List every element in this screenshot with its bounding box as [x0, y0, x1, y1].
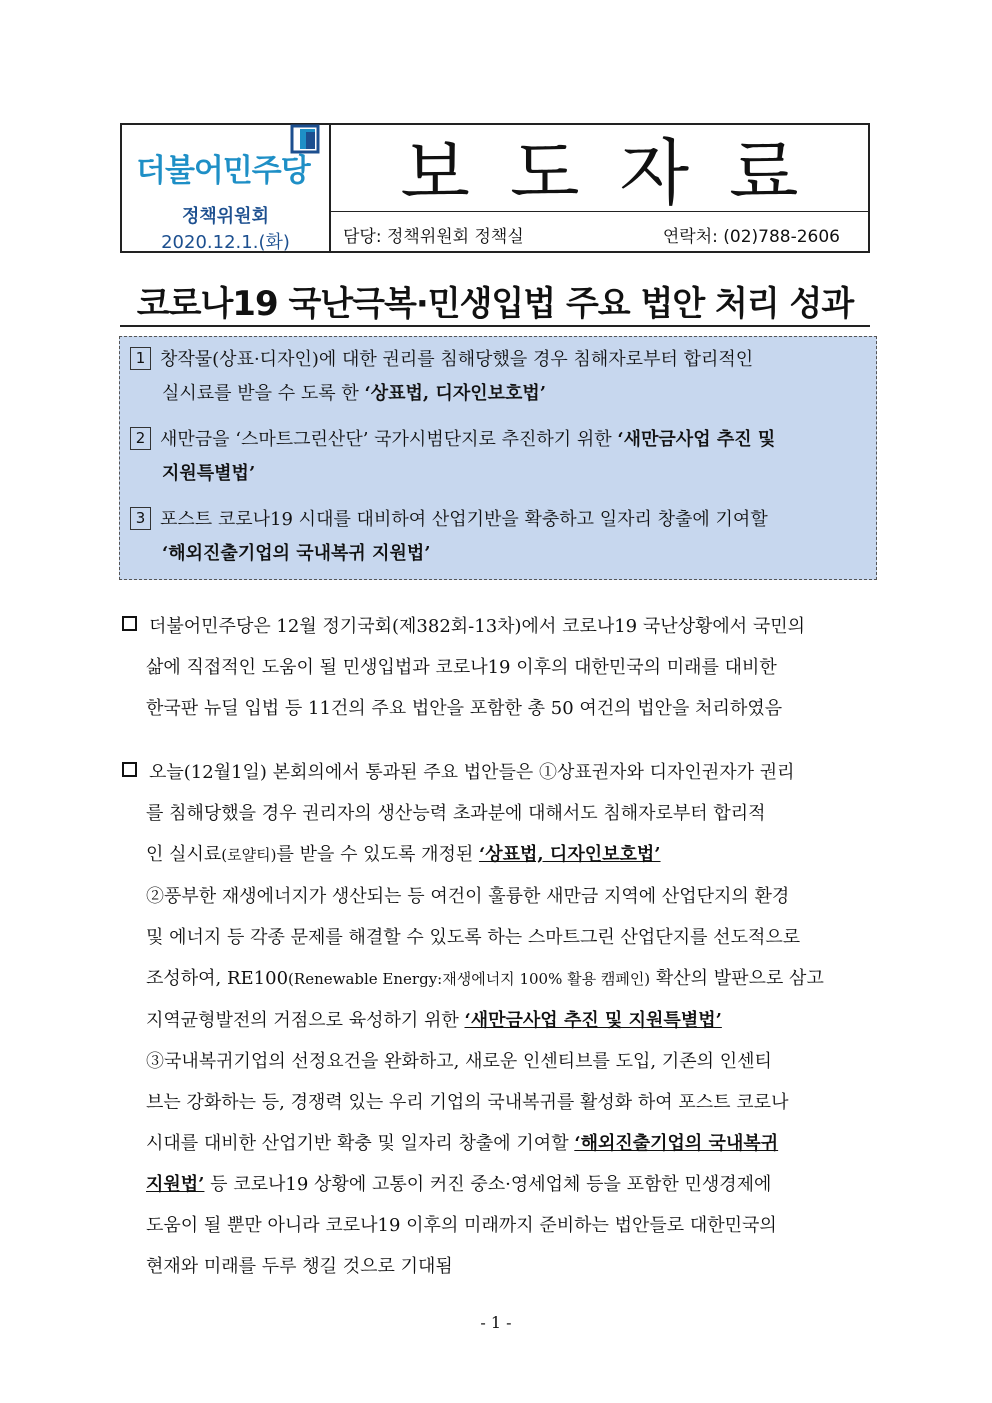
number-box: 3: [130, 507, 151, 530]
checkbox-bullet-icon: [122, 762, 137, 777]
party-name: 더불어민주당: [136, 153, 310, 189]
main-title: 코로나19 국난극복·민생입법 주요 법안 처리 성과: [136, 284, 854, 324]
press-release-title: 보도자료: [400, 131, 839, 215]
summary-item-2: 2 새만금을 ‘스마트그린산단’ 국가시범단지로 추진하기 위한 ‘새만금사업 추진 및 지원특별법’: [130, 423, 870, 491]
paragraph-2: 오늘(12월1일) 본회의에서 통과된 주요 법안들은 ①상표권자와 디자인권자가 권리 를 침해당했을 경우 권리자의 생산능력 초과분에 대해서도 침해자로부터 합리적 인 실시료(로얄티)를 받을 수 있도록 개정된 ‘상표법, 디자인보호법’ ②풍부한 재생에너지가 생산되는 등 여건이 훌륭한 새만금 지역에 산업단지의 환경 및 에너지 등 각종 문제를 해결할 수 있도록 하는 스마트그린 산업단지를 선도적으로 조성하여, RE100(Renewable Energy:재생에너지 100% 활용 캠페인) 확산의 발판으로 삼고 지역균형발전의 거점으로 육성하기 위한 ‘새만금사업 추진 및 지원특별법’ ③국내복귀기업의 선정요건을 완화하고, 새로운 인센티브를 도입, 기존의 인센티 브는 강화하는 등, 경쟁력 있는 우리 기업의 국내복귀를 활성화 하여 포스트 코로나 시대를 대비한 산업기반 확충 및 일자리 창출에 기여할 ‘해외진출기업의 국내복귀 지원법’ 등 코로나19 상황에 고통이 커진 중소·영세업체 등을 포함한 민생경제에 도움이 될 뿐만 아니라 코로나19 이후의 미래까지 준비하는 법안들로 대한민국의 현재와 미래를 두루 챙길 것으로 기대됨: [122, 752, 878, 1287]
page-number: - 1 -: [480, 1313, 512, 1332]
press-header: [120, 123, 870, 253]
summary-item-1: 1 창작물(상표·디자인)에 대한 권리를 침해당했을 경우 침해자로부터 합리적인 실시료를 받을 수 도록 한 ‘상표법, 디자인보호법’: [130, 343, 870, 411]
release-date: 2020.12.1.(화): [161, 232, 290, 253]
checkbox-bullet-icon: [122, 616, 137, 631]
committee-name: 정책위원회: [182, 206, 269, 227]
summary-item-3: 3 포스트 코로나19 시대를 대비하여 산업기반을 확충하고 일자리 창출에 기여할 ‘해외진출기업의 국내복귀 지원법’: [130, 503, 870, 571]
paragraph-1: 더불어민주당은 12월 정기국회(제382회-13차)에서 코로나19 국난상황에서 국민의 삶에 직접적인 도움이 될 민생입법과 코로나19 이후의 대한민국의 미래를 대비한 한국판 뉴딜 입법 등 11건의 주요 법안을 포함한 총 50 여건의 법안을 처리하였음: [122, 606, 878, 729]
title-underline: [120, 325, 870, 327]
number-box: 2: [130, 427, 151, 450]
party-logo-icon: [290, 124, 322, 154]
contact-row: [331, 211, 868, 252]
title-block: [331, 125, 868, 251]
summary-box: [119, 336, 877, 580]
contact-phone: 연락처: (02)788-2606: [662, 227, 840, 247]
number-box: 1: [130, 347, 151, 370]
contact-person: 담당: 정책위원회 정책실: [343, 227, 524, 247]
